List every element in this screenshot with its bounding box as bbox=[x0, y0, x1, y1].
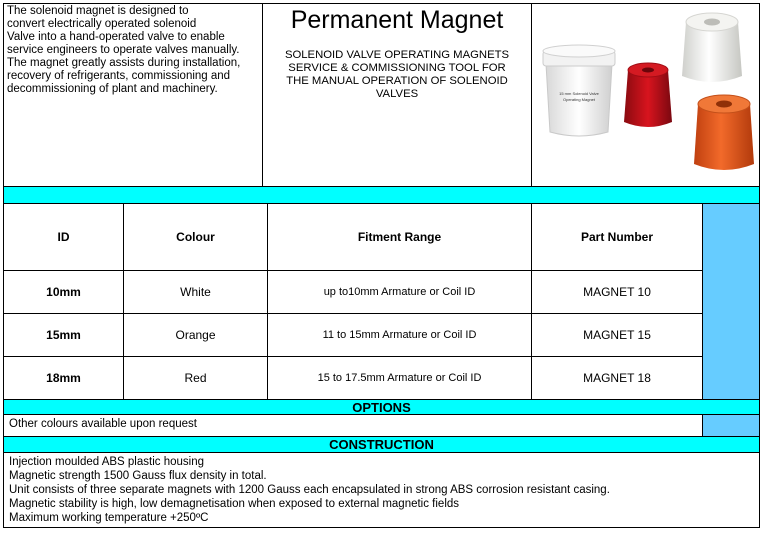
header-colour: Colour bbox=[123, 203, 268, 271]
product-subtitle: SOLENOID VALVE OPERATING MAGNETS SERVICE & COMMISSIONING TOOL FOR THE MANUAL OPERATION OF SOLENOID VALVES bbox=[284, 49, 510, 100]
product-description: The solenoid magnet is designed to convert electrically operated solenoid Valve into a hand-operated valve to enable service engineers to operate valves manually. The magnet greatly assists during installation, recovery of refrigerants, commissioning and decommissioning of plant and machinery. bbox=[3, 3, 263, 187]
red-magnet bbox=[624, 63, 672, 127]
table-row-1-fitment: up to10mm Armature or Coil ID bbox=[267, 270, 532, 314]
options-side-cell bbox=[702, 414, 760, 437]
options-heading: OPTIONS bbox=[3, 399, 760, 415]
table-row-3-fitment: 15 to 17.5mm Armature or Coil ID bbox=[267, 356, 532, 400]
table-row-1-part-number: MAGNET 10 bbox=[531, 270, 703, 314]
side-column bbox=[702, 203, 760, 400]
white-magnet bbox=[682, 13, 742, 82]
table-row-1-id: 10mm bbox=[3, 270, 124, 314]
product-photo bbox=[531, 3, 760, 187]
page-title: Permanent Magnet bbox=[290, 6, 504, 34]
construction-heading: CONSTRUCTION bbox=[3, 436, 760, 453]
header-part-number: Part Number bbox=[531, 203, 703, 271]
header-fitment-range: Fitment Range bbox=[267, 203, 532, 271]
table-row-3-colour: Red bbox=[123, 356, 268, 400]
construction-text: Injection moulded ABS plastic housing Magnetic strength 1500 Gauss flux density in total. Unit consists of three separate magnets with 1200 Gauss each encapsulated in strong ABS corrosion resistant casing. Magnetic stability is high, low demagnetisation when exposed to external magnetic fields Maximum working temperature +250ºC bbox=[3, 452, 760, 528]
storage-jar bbox=[543, 45, 615, 136]
magnets-illustration bbox=[532, 4, 759, 186]
separator-band bbox=[3, 186, 760, 204]
header-id: ID bbox=[3, 203, 124, 271]
product-sheet bbox=[3, 3, 760, 528]
table-row-2-id: 15mm bbox=[3, 313, 124, 357]
options-text: Other colours available upon request bbox=[3, 414, 703, 437]
table-row-1-colour: White bbox=[123, 270, 268, 314]
table-row-2-colour: Orange bbox=[123, 313, 268, 357]
table-row-3-part-number: MAGNET 18 bbox=[531, 356, 703, 400]
title-panel bbox=[262, 3, 532, 187]
jar-label-line-2: Operating Magnet bbox=[562, 97, 596, 102]
table-row-3-id: 18mm bbox=[3, 356, 124, 400]
orange-magnet bbox=[694, 95, 754, 170]
table-row-2-fitment: 11 to 15mm Armature or Coil ID bbox=[267, 313, 532, 357]
table-row-2-part-number: MAGNET 15 bbox=[531, 313, 703, 357]
jar-label-line-1: 15 mm Solenoid Valve bbox=[559, 91, 599, 96]
